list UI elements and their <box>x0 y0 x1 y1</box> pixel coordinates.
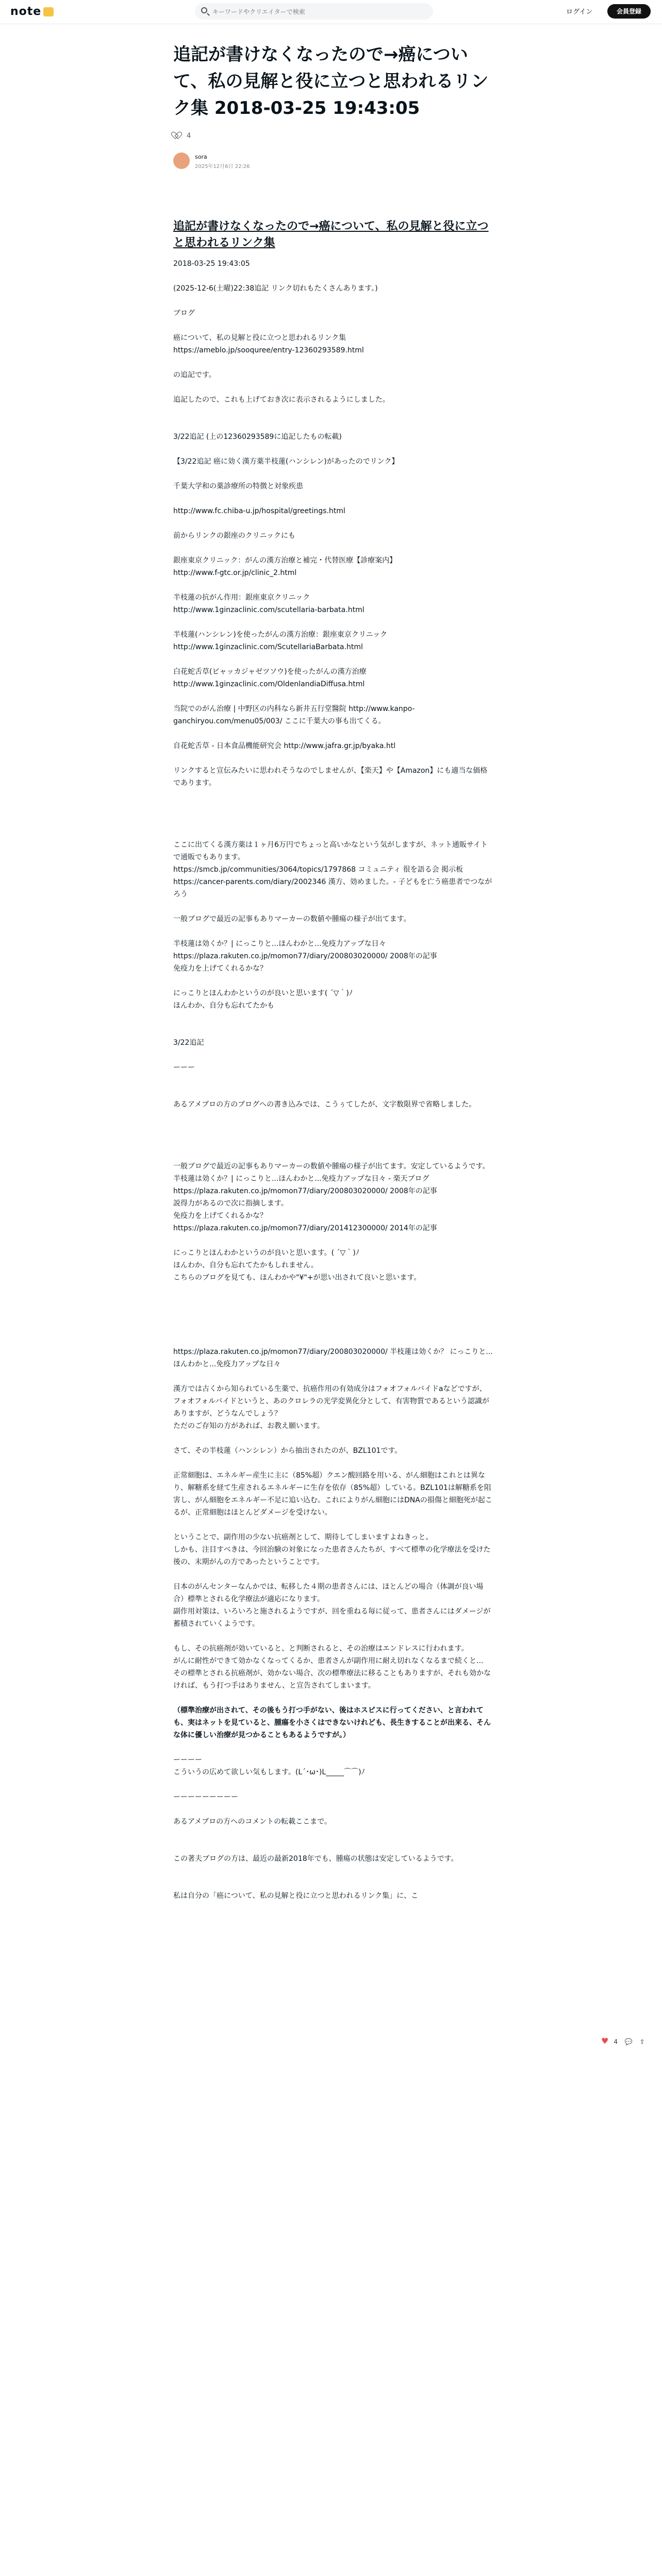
paragraph: もし、その抗癌剤が効いていると、と判断されると、その治療はエンドレスに行われます。 <box>173 1645 469 1653</box>
url-7[interactable]: http://www.kanpo-ganchiryou.com/menu05/003/ <box>173 705 415 725</box>
paragraph: 一般ブログで最近の記事もありマーカーの数値や腫瘍の様子が出てます。 <box>173 915 411 923</box>
paragraph-bold: （標準治療が出されて、その後もう打つ手がない、後はホスピスに行ってください、と言われても、実はネットを見ていると、腫瘍を小さくはできないけれども、長生きすることが出来る、そんな体に優しい治療が見つかることもあるようですが。） <box>173 1706 491 1739</box>
divider-text: ーーー <box>173 1063 195 1072</box>
url-2[interactable]: http://www.fc.chiba-u.jp/hospital/greetings.html <box>173 507 345 515</box>
paragraph: 漢方、効めました。- 子どもを亡う癌患者でつながろう <box>173 878 492 899</box>
like-heart-icon[interactable]: ♥ <box>601 2036 609 2046</box>
paragraph: あるアメブロの方のブログへの書き込みでは、こうぅてしたが、文字数限界で省略しました。 <box>173 1100 476 1109</box>
paragraph: 正常細胞は、エネルギー産生に主に（85%超）クエン酸回路を用いる、がん細胞はこれとは異なり、解糖系を経て生産されるエネルギーに生存を依存（85%超）している。BZL101は解糖系を阻害し、がん細胞をエネルギー不足に追い込む。これによりがん細胞にはDNAの損傷と細胞死が起こるが、正常細胞はほとんどダメージを受けない。 <box>173 1471 492 1517</box>
share-icon[interactable]: ⇧ <box>639 2038 645 2045</box>
paragraph: 追記したので、これも上げておき次に表示されるようにしました。 <box>173 396 390 404</box>
paragraph: 当院でのがん治療 | 中野区の内科なら新井五行堂醫院 <box>173 705 346 713</box>
paragraph: コミュニティ 很を語る会 掲示板 <box>358 866 464 874</box>
url-4[interactable]: http://www.1ginzaclinic.com/scutellaria-barbata.html <box>173 606 365 614</box>
paragraph: ほんわか、自分も忘れてたかも <box>173 1002 274 1010</box>
header <box>0 0 662 24</box>
paragraph: さて、その半枝蓮（ハンシレン）から抽出されたのが、BZL101です。 <box>173 1447 402 1455</box>
divider-text: ーーーーーーーーー <box>173 1793 238 1801</box>
logo-badge-icon <box>43 7 54 16</box>
comment-icon[interactable]: 💬 <box>624 2038 633 2045</box>
side-like-count: 4 <box>614 2038 618 2045</box>
avatar[interactable] <box>173 152 190 169</box>
paragraph: こういうの広めて欲しい気もします。(L´･ω･)L_____⌒⌒)ﾉ <box>173 1768 365 1776</box>
article-body <box>173 218 493 1902</box>
paragraph: 私は自分の「 <box>173 1892 217 1900</box>
blog-link[interactable]: ブログ <box>173 309 195 317</box>
paragraph: 2014年の記事 <box>390 1224 437 1232</box>
side-actions <box>601 2036 658 2046</box>
paragraph: 3/22追記 (上の12360293589に追記したもの転載) <box>173 433 342 441</box>
author-name[interactable]: sora <box>195 154 207 160</box>
paragraph: 半枝蓮は効くか？| にっこりと...ほんわかと...免疫力アップな日々 - 楽天ブログ <box>173 1175 429 1183</box>
paragraph: 免疫力を上げてくれるかな？ <box>173 1212 267 1220</box>
url-10[interactable]: https://cancer-parents.com/diary/2002346 <box>173 878 326 886</box>
paragraph: しかも、注目すべきは、今回治験の対象になった患者さんたちが、すべて標準の化学療法を受けた後の、末期がんの方であったということです。 <box>173 1546 491 1566</box>
paragraph: ほんわか、自分も忘れてたかもしれません。 <box>173 1261 318 1269</box>
paragraph: 免疫力を上げてくれるかな？ <box>173 964 267 973</box>
paragraph: 白花蛇舌草(ビャッカジャゼツソウ)を使ったがんの漢方治療 <box>173 668 367 676</box>
note-logo[interactable]: note <box>10 5 54 18</box>
paragraph: ここに出てくる漢方薬は１ヶ月6万円でちょっと高いかなという気がしますが、ネット通販サイトで通販でもあります。 <box>173 841 488 861</box>
paragraph: にっこりとほんわかというのが良いと思います( ´▽｀)ﾉ <box>173 989 353 997</box>
paragraph: 千葉大学和の薬診療所の特徴と対象疾患 <box>173 482 303 490</box>
divider-text: ーーーー <box>173 1756 202 1764</box>
paragraph: 半枝蓮は効くか？| にっこりと...ほんわかと...免疫力アップな日々 <box>173 940 386 948</box>
paragraph: 日本のがんセンターなんかでは、転移した４期の患者さんには、ほとんどの場合（体調が良い場合）標準とされる化学療法が適応になります。 <box>173 1583 484 1603</box>
paragraph: 漢方では古くから知られている生薬で、抗癌作用の有効成分はフォオフォルバイドaなどですが、フォオフォルバイドというと、あのクロレラの光学変異化分として、有害物質であるという認識がありますが、どうなんでしょう？ <box>173 1385 489 1418</box>
article <box>173 41 493 1902</box>
paragraph: 2008年の記事 <box>390 952 437 960</box>
like-count: 4 <box>187 132 191 140</box>
page-title: 追記が書けなくなったので→癌について、私の見解と役に立つと思われるリンク集 2018-03-25 19:43:05 <box>173 44 489 118</box>
url-3[interactable]: http://www.f-gtc.or.jp/clinic_2.html <box>173 569 297 577</box>
url-14[interactable]: https://plaza.rakuten.co.jp/momon77/diary/200803020000/ <box>173 1348 388 1356</box>
heart-icon[interactable] <box>173 132 183 140</box>
author-date: 2025年12月6日 22:26 <box>195 164 250 170</box>
search-box[interactable] <box>195 3 433 20</box>
url-1[interactable]: https://ameblo.jp/sooquree/entry-12360293589.html <box>173 346 364 354</box>
paragraph: ということで、副作用の少ない抗癌剤として、期待してしまいますよねきっと。 <box>173 1533 433 1541</box>
url-6[interactable]: http://www.1ginzaclinic.com/OldenlandiaDiffusa.html <box>173 680 365 688</box>
body-note: (2025-12-6(土曜)22:38追記 リンク切れもたくさんあります。) <box>173 284 378 293</box>
paragraph: 銀座東京クリニック：がんの漢方治療と補完・代替医療【診療案内】 <box>173 556 397 565</box>
body-date: 2018-03-25 19:43:05 <box>173 260 250 268</box>
paragraph: リンクすると宣伝みたいに思われそうなのでしませんが、【楽天】や【Amazon】にも適当な価格であります。 <box>173 767 488 787</box>
paragraph: 自花蛇舌草 - 日本食品機能研究会 <box>173 742 282 750</box>
paragraph: 【3/22追記 癌に効く漢方薬半枝蓮(ハンシレン)があったのでリンク】 <box>173 457 399 466</box>
paragraph: この著夫ブログの方は、最近の最新2018年でも、腫瘍の状態は安定しているようです。 <box>173 1855 458 1863</box>
author-info <box>173 150 493 176</box>
paragraph: がんに耐性ができて効かなくなってくるか、患者さんが副作用に耐え切れなくなるまで続くと... <box>173 1657 484 1665</box>
signup-button[interactable]: 会員登録 <box>607 4 651 19</box>
url-12[interactable]: https://plaza.rakuten.co.jp/momon77/diary/200803020000/ <box>173 1187 388 1195</box>
paragraph: 前からリンクの銀座のクリニックにも <box>173 532 295 540</box>
paragraph: 半枝蓮の抗がん作用：銀座東京クリニック <box>173 594 310 602</box>
url-9[interactable]: https://smcb.jp/communities/3064/topics/1797868 <box>173 866 356 874</box>
paragraph: 3/22追記 <box>173 1039 204 1047</box>
search-input[interactable] <box>211 3 430 21</box>
search-icon <box>201 7 207 13</box>
paragraph: 一般ブログで最近の記事もありマーカーの数値や腫瘍の様子が出てます。安定しているようです。 <box>173 1162 490 1171</box>
paragraph: 半枝蓮は効くか？ にっこりと...ほんわかと...免疫力アップな日々 <box>173 1348 493 1368</box>
like-area[interactable] <box>173 132 493 147</box>
paragraph: ただのご存知の方があれば、お教え願います。 <box>173 1422 324 1430</box>
paragraph: ここに千葉大の事も出てくる。 <box>284 717 386 725</box>
paragraph: こちらのブログを見ても、ほんわかや"¥"+が思い出されて良いと思います。 <box>173 1274 421 1282</box>
paragraph: 」に、こ <box>389 1892 419 1900</box>
login-link[interactable]: ログイン <box>566 8 593 16</box>
paragraph: 2008年の記事 <box>390 1187 437 1195</box>
url-8[interactable]: http://www.jafra.gr.jp/byaka.htl <box>284 742 396 750</box>
paragraph: にっこりとほんわかというのが良いと思います。( ´▽｀)ﾉ <box>173 1249 359 1257</box>
body-heading: 追記が書けなくなったので→癌について、私の見解と役に立つと思われるリンク集 <box>173 220 489 249</box>
url-5[interactable]: http://www.1ginzaclinic.com/ScutellariaBarbata.html <box>173 643 363 651</box>
link-2[interactable]: 癌について、私の見解と役に立つと思われるリンク集 <box>217 1892 390 1900</box>
url-11[interactable]: https://plaza.rakuten.co.jp/momon77/diary/200803020000/ <box>173 952 388 960</box>
paragraph: の追記です。 <box>173 371 216 379</box>
paragraph: 半枝蓮(ハンシレン)を使ったがんの漢方治療：銀座東京クリニック <box>173 631 388 639</box>
paragraph: その標準とされる抗癌剤が、効かない場合、次の標準療法に移ることもありますが、それも効かなければ、もう打つ手はありません、と宣告されてしまいます。 <box>173 1669 491 1690</box>
paragraph: あるアメブロの方へのコメントの転載ここまで。 <box>173 1818 332 1826</box>
link-1[interactable]: 癌について、私の見解と役に立つと思われるリンク集 <box>173 334 346 342</box>
url-13[interactable]: https://plaza.rakuten.co.jp/momon77/diary/201412300000/ <box>173 1224 388 1232</box>
paragraph: 副作用対策は、いろいろと施されるようですが、回を重ねる毎に従って、患者さんにはダメージが蓄積されていくようです。 <box>173 1607 491 1628</box>
paragraph: 説得力があるので次に指摘します。 <box>173 1199 288 1208</box>
